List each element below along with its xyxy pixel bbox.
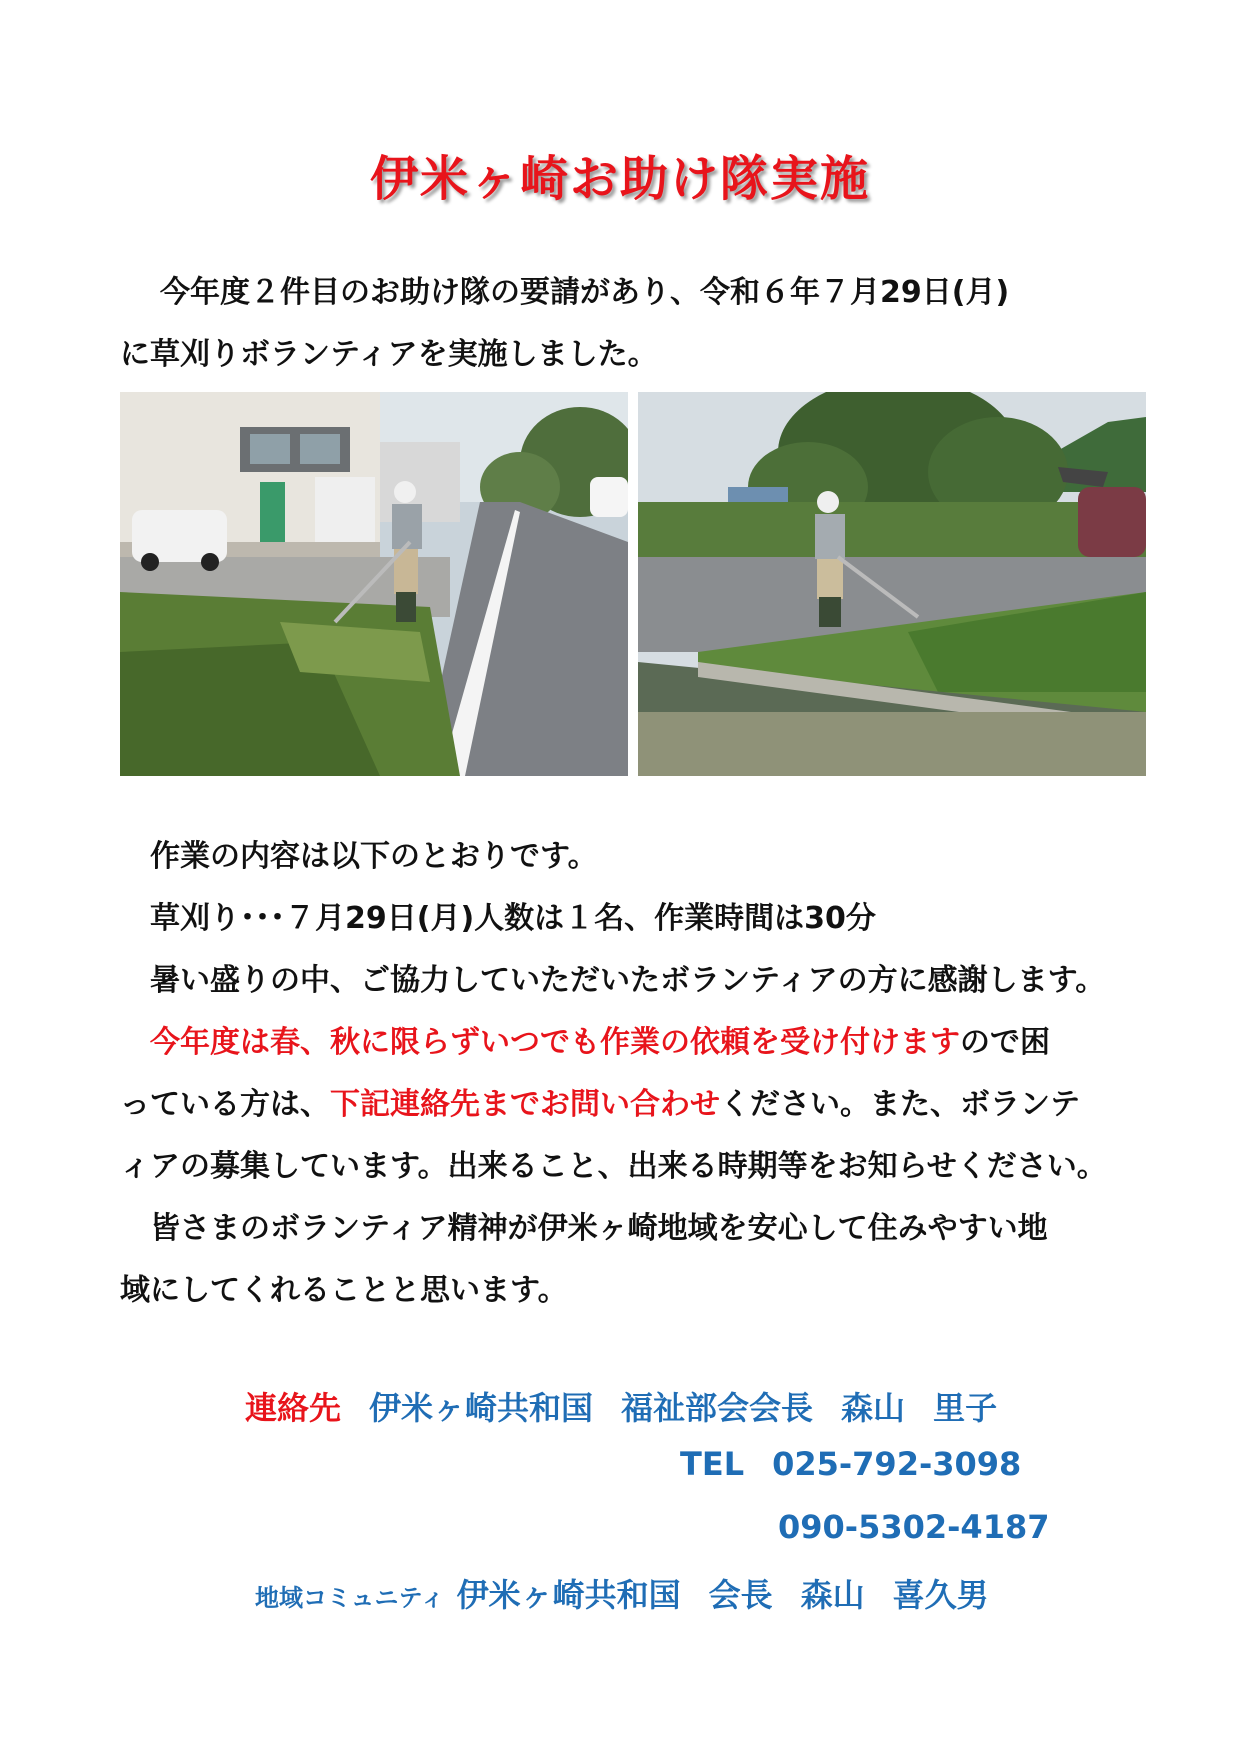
body-line-2: 草刈り･･･７月29日(月)人数は１名、作業時間は30分 xyxy=(150,901,876,936)
photo-ditch-grass-cutting xyxy=(638,392,1146,776)
ditch-photo-illustration xyxy=(638,392,1146,776)
tel-line-2 xyxy=(778,1508,1049,1546)
contact-given: 里子 xyxy=(933,1389,998,1427)
photo-roadside-grass-cutting xyxy=(120,392,628,776)
roadside-photo-illustration xyxy=(120,392,628,776)
tel-number-1[interactable]: 025-792-3098 xyxy=(772,1445,1022,1483)
tel-number-2[interactable]: 090-5302-4187 xyxy=(778,1508,1050,1546)
body-line-5 xyxy=(120,1074,1120,1136)
body-line-4 xyxy=(120,1012,1120,1074)
contact-org: 伊米ヶ崎共和国 xyxy=(369,1389,594,1427)
community-org: 伊米ヶ崎共和国 xyxy=(456,1576,681,1614)
body-line-6: ィアの募集しています。出来ること、出来る時期等をお知らせください。 xyxy=(120,1149,1107,1184)
contact-surname: 森山 xyxy=(841,1389,906,1427)
tel-label: TEL xyxy=(680,1445,745,1483)
intro-paragraph xyxy=(120,262,1120,386)
contact-role: 福祉部会会長 xyxy=(621,1389,814,1427)
page-title: 伊米ヶ崎お助け隊実施 xyxy=(369,151,870,207)
body-line-7: 皆さまのボランティア精神が伊米ヶ崎地域を安心して住みやすい地 xyxy=(150,1211,1048,1246)
chair-surname: 森山 xyxy=(800,1576,865,1614)
chair-given: 喜久男 xyxy=(892,1576,989,1614)
contact-line xyxy=(245,1383,997,1429)
body-line-8: 域にしてくれることと思います。 xyxy=(120,1273,568,1308)
contact-highlight: 下記連絡先までお問い合わせ xyxy=(330,1087,720,1122)
body-line-3: 暑い盛りの中、ご協力していただいたボランティアの方に感謝します。 xyxy=(150,963,1106,998)
body-line-5-start: っている方は、 xyxy=(120,1087,330,1122)
request-highlight: 今年度は春、秋に限らずいつでも作業の依頼を受け付けます xyxy=(150,1025,960,1060)
intro-line-1: 今年度２件目のお助け隊の要請があり、令和６年７月29日(月) xyxy=(160,275,1010,310)
community-line xyxy=(255,1570,989,1616)
body-line-4-rest: ので困 xyxy=(960,1025,1050,1060)
body-line-1: 作業の内容は以下のとおりです。 xyxy=(150,839,598,874)
community-label: 地域コミュニティ xyxy=(255,1584,445,1612)
chair-role: 会長 xyxy=(708,1576,773,1614)
contact-label: 連絡先 xyxy=(245,1389,342,1427)
tel-line xyxy=(680,1445,1021,1483)
intro-line-2: に草刈りボランティアを実施しました。 xyxy=(120,337,658,372)
body-line-5-rest: ください。また、ボランテ xyxy=(720,1087,1080,1122)
body-paragraph xyxy=(120,826,1120,1322)
